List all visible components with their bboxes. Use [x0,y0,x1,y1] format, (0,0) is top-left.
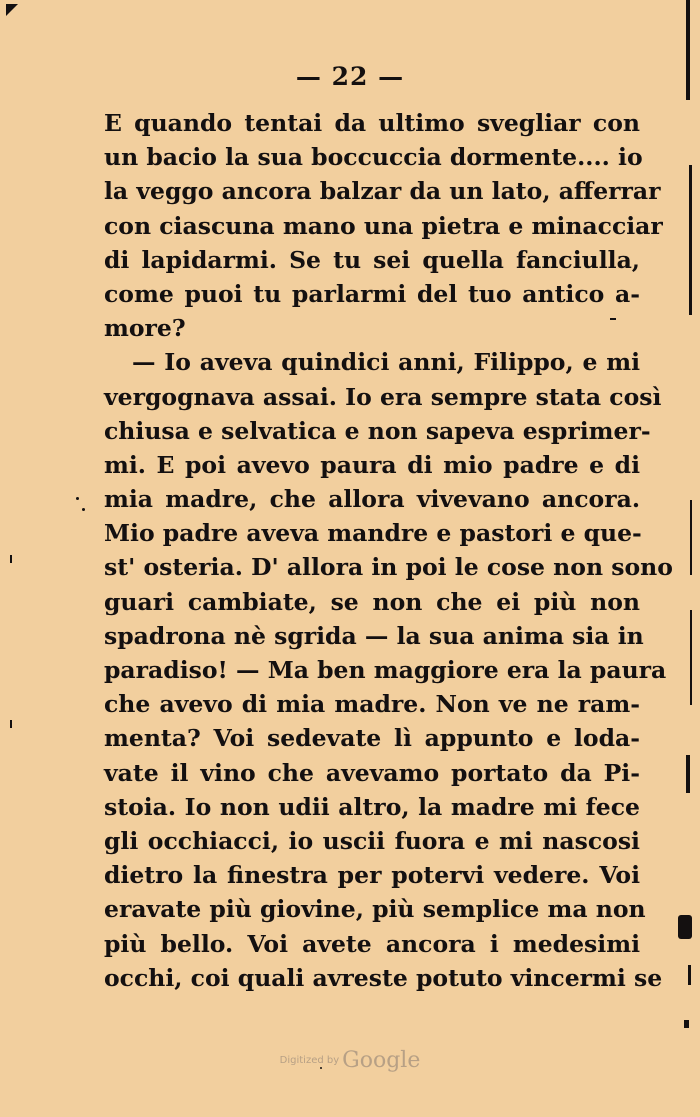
scan-artifact-speck [320,1067,322,1069]
text-line: guari cambiate, se non che ei più non [104,587,640,616]
text-line: spadrona nè sgrida — la sua anima sia in [104,621,644,650]
text-line: stoia. Io non udii altro, la madre mi fece [104,792,640,821]
text-line: eravate più giovine, più semplice ma non [104,895,646,924]
body-text [104,106,673,995]
text-line: più bello. Voi avete ancora i medesimi [104,929,640,958]
text-line: come puoi tu parlarmi del tuo antico a- [104,279,640,308]
paragraph [104,106,663,345]
text-line: st' osteria. D' allora in poi le cose non sono [104,553,673,582]
text-line: mia madre, che allora vivevano ancora. [104,485,640,514]
scan-artifact-speck [610,318,616,320]
scan-artifact-right-edge-line [686,0,690,100]
page-number: — 22 — [295,62,405,91]
text-line: menta? Voi sedevate lì appunto e loda- [104,724,640,753]
digitized-by-label: Digitized by [279,1055,340,1066]
scan-artifact-speck [684,1020,689,1028]
digitized-by-watermark [0,1048,700,1073]
scan-artifact-right-edge-line [686,755,690,793]
text-line: dietro la finestra per potervi vedere. Voi [104,861,640,890]
scan-artifact-speck [76,497,79,500]
text-line: la veggo ancora balzar da un lato, afferrar [104,177,661,206]
scan-artifact-speck [10,555,12,563]
scan-artifact-speck [688,965,691,985]
scan-artifact-right-edge-line [690,610,692,705]
text-line: di lapidarmi. Se tu sei quella fanciulla, [104,245,640,274]
text-line: E quando tentai da ultimo svegliar con [104,109,640,137]
text-line: gli occhiacci, io uscii fuora e mi nascosi [104,826,640,855]
scan-artifact-corner-mark [6,4,18,16]
scan-artifact-speck [82,508,85,511]
text-line: che avevo di mia madre. Non ve ne ram- [104,690,640,719]
scan-artifact-right-edge-line [689,165,692,315]
text-line: un bacio la sua boccuccia dormente.... io [104,143,643,172]
text-line: mi. E poi avevo paura di mio padre e di [104,450,640,479]
text-line: paradiso! — Ma ben maggiore era la paura [104,656,667,684]
text-line: vergognava assai. Io era sempre stata così [104,382,662,411]
scan-artifact-blob [678,915,692,939]
scan-artifact-right-edge-line [690,500,692,575]
text-line: vate il vino che avevamo portato da Pi- [104,758,640,787]
google-logo: Google [342,1048,421,1073]
text-line: occhi, coi quali avreste potuto vincermi se [104,963,663,992]
text-line: more? [104,314,186,343]
text-line: Mio padre aveva mandre e pastori e que- [104,519,642,548]
text-line: con ciascuna mano una pietra e minacciar [104,211,663,240]
paragraph [104,345,673,995]
text-line: chiusa e selvatica e non sapeva esprimer- [104,416,651,445]
text-line: — Io aveva quindici anni, Filippo, e mi [132,348,640,377]
scan-artifact-speck [10,720,12,728]
